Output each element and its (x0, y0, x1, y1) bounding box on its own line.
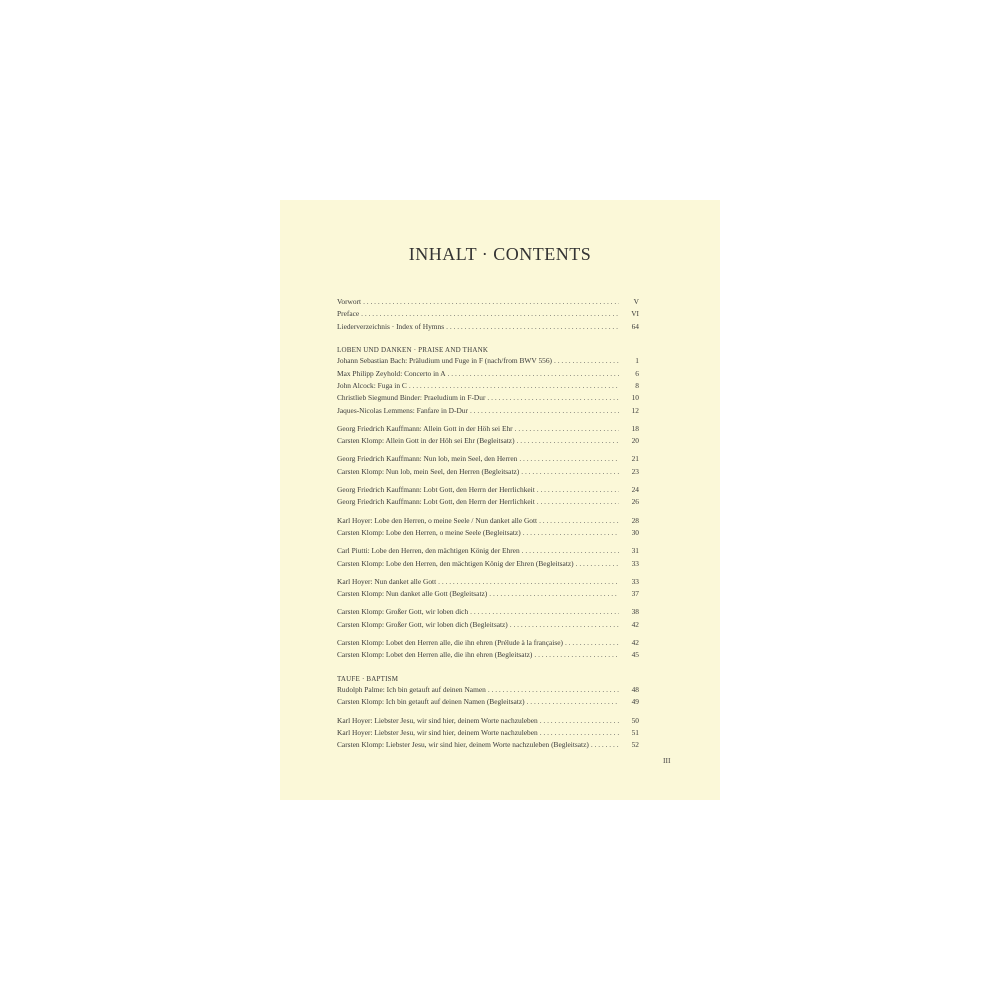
dot-leader (537, 484, 619, 496)
dot-leader (446, 321, 619, 333)
toc-entry-title: Karl Hoyer: Lobe den Herren, o meine Seele / Nun danket alle Gott (337, 515, 538, 525)
toc-entry (337, 637, 639, 649)
toc-entry (337, 355, 639, 367)
toc-entry-title: Georg Friedrich Kauffmann: Nun lob, mein Seel, den Herren (337, 454, 518, 464)
dot-leader (519, 453, 619, 465)
toc-entry-title: Karl Hoyer: Nun danket alle Gott (337, 576, 437, 586)
toc-entry-page: 49 (631, 697, 639, 707)
dot-leader (565, 637, 619, 649)
toc-entry (337, 515, 639, 527)
toc-entry-title: Georg Friedrich Kauffmann: Lobt Gott, den Herrn der Herrlichkeit (337, 497, 535, 507)
toc-entry (337, 739, 639, 751)
dot-leader (522, 545, 619, 557)
dot-leader (448, 368, 619, 380)
toc-entry (337, 380, 639, 392)
toc-entry-page: 6 (635, 368, 639, 378)
toc-entry-page: V (633, 297, 639, 306)
toc-entry-page: 10 (631, 393, 639, 403)
dot-leader (361, 308, 619, 320)
dot-leader (534, 649, 619, 661)
toc-entry-title: Carsten Klomp: Lobe den Herren, o meine Seele (Begleitsatz) (337, 527, 521, 537)
toc-entry-title: Georg Friedrich Kauffmann: Allein Gott in der Höh sei Ehr (337, 423, 513, 433)
toc-entry (337, 435, 639, 447)
toc-entry-page: 26 (631, 497, 639, 507)
dot-leader (409, 380, 619, 392)
toc-entry (337, 368, 639, 380)
dot-leader (539, 515, 619, 527)
toc-entry-page: 42 (631, 638, 639, 648)
toc-entry-title: Rudolph Palme: Ich bin getauft auf deinen Namen (337, 685, 486, 695)
toc-entry (337, 308, 639, 320)
toc-entry (337, 649, 639, 661)
toc-entry (337, 588, 639, 600)
toc-entry-title: Carsten Klomp: Liebster Jesu, wir sind hier, deinem Worte nachzuleben (Begleitsatz) (337, 740, 589, 750)
toc-entry-page: 31 (631, 546, 639, 556)
toc-entry-title: Preface (337, 309, 360, 319)
dot-leader (438, 576, 619, 588)
dot-leader (363, 296, 619, 308)
toc-entry-page: 50 (631, 715, 639, 725)
dot-leader (540, 715, 619, 727)
toc-entry (337, 558, 639, 570)
toc-entry-page: 30 (631, 527, 639, 537)
toc-entry (337, 392, 639, 404)
toc-entry-page: 48 (631, 685, 639, 695)
toc-entry-title: Carsten Klomp: Lobe den Herren, den mächtigen König der Ehren (Begleitsatz) (337, 558, 574, 568)
toc-entry-title: Carl Piutti: Lobe den Herren, den mächtigen König der Ehren (337, 546, 520, 556)
toc-entry-page: 28 (631, 515, 639, 525)
toc-entry-title: Johann Sebastian Bach: Präludium und Fuge in F (nach/from BWV 556) (337, 356, 552, 366)
toc-entry-page: 37 (631, 589, 639, 599)
dot-leader (521, 466, 619, 478)
dot-leader (488, 684, 619, 696)
toc-entry (337, 321, 639, 333)
dot-leader (540, 727, 619, 739)
toc-entry (337, 606, 639, 618)
toc-entry-page: 18 (631, 423, 639, 433)
dot-leader (554, 355, 619, 367)
page-number: III (663, 756, 671, 765)
dot-leader (515, 423, 619, 435)
toc-entry-page: VI (631, 309, 639, 319)
dot-leader (489, 588, 619, 600)
toc-entry (337, 545, 639, 557)
section-heading: LOBEN UND DANKEN · PRAISE AND THANK (337, 345, 489, 354)
dot-leader (510, 619, 619, 631)
toc-entry-page: 8 (635, 380, 639, 390)
toc-entry-title: Carsten Klomp: Lobet den Herren alle, die ihn ehren (Begleitsatz) (337, 650, 533, 660)
toc-entry-title: John Alcock: Fuga in C (337, 380, 407, 390)
dot-leader (470, 606, 619, 618)
dot-leader (517, 435, 619, 447)
page-title: INHALT · CONTENTS (408, 244, 592, 264)
toc-entry-title: Carsten Klomp: Großer Gott, wir loben dich (337, 607, 469, 617)
dot-leader (470, 405, 619, 417)
toc-entry (337, 727, 639, 739)
toc-entry-page: 23 (631, 466, 639, 476)
toc-entry (337, 496, 639, 508)
dot-leader (591, 739, 619, 751)
toc-entry-page: 38 (631, 607, 639, 617)
toc-entry (337, 684, 639, 696)
toc-entry-title: Carsten Klomp: Lobet den Herren alle, die ihn ehren (Prélude à la française) (337, 638, 563, 648)
toc-entry-title: Carsten Klomp: Allein Gott in der Höh sei Ehr (Begleitsatz) (337, 436, 515, 446)
toc-entry-page: 51 (631, 728, 639, 738)
toc-entry (337, 466, 639, 478)
toc-entry (337, 715, 639, 727)
toc-entry-page: 52 (631, 740, 639, 750)
toc-entry-title: Christlieb Siegmund Binder: Praeludium in F-Dur (337, 393, 486, 403)
toc-entry (337, 576, 639, 588)
toc-entry-page: 20 (631, 436, 639, 446)
toc-entry-title: Carsten Klomp: Ich bin getauft auf deinen Namen (Begleitsatz) (337, 697, 525, 707)
toc-entry-title: Georg Friedrich Kauffmann: Lobt Gott, den Herrn der Herrlichkeit (337, 485, 535, 495)
toc-entry (337, 423, 639, 435)
dot-leader (523, 527, 619, 539)
dot-leader (487, 392, 619, 404)
toc-entry (337, 527, 639, 539)
dot-leader (527, 696, 619, 708)
toc-entry-page: 42 (631, 619, 639, 629)
toc-entry-title: Karl Hoyer: Liebster Jesu, wir sind hier, deinem Worte nachzuleben (337, 715, 538, 725)
table-of-contents (337, 296, 639, 752)
toc-entry-page: 21 (631, 454, 639, 464)
dot-leader (537, 496, 619, 508)
toc-entry (337, 453, 639, 465)
toc-entry (337, 405, 639, 417)
toc-entry-title: Jaques-Nicolas Lemmens: Fanfare in D-Dur (337, 405, 468, 415)
toc-entry (337, 296, 639, 308)
toc-entry (337, 484, 639, 496)
toc-entry-title: Max Philipp Zeyhold: Concerto in A (337, 368, 446, 378)
toc-entry-page: 33 (631, 576, 639, 586)
toc-entry-page: 1 (635, 356, 639, 366)
toc-entry-page: 33 (631, 558, 639, 568)
toc-entry-title: Karl Hoyer: Liebster Jesu, wir sind hier, deinem Worte nachzuleben (337, 728, 538, 738)
section-heading: TAUFE · BAPTISM (337, 674, 399, 683)
toc-entry-title: Carsten Klomp: Nun danket alle Gott (Begleitsatz) (337, 589, 488, 599)
toc-entry-page: 12 (631, 405, 639, 415)
toc-entry (337, 696, 639, 708)
toc-entry-title: Vorwort (337, 297, 362, 306)
toc-entry (337, 619, 639, 631)
toc-entry-page: 64 (631, 321, 639, 331)
toc-entry-page: 24 (631, 485, 639, 495)
toc-entry-title: Carsten Klomp: Nun lob, mein Seel, den Herren (Begleitsatz) (337, 466, 520, 476)
toc-entry-title: Liederverzeichnis · Index of Hymns (337, 321, 445, 331)
dot-leader (576, 558, 619, 570)
toc-entry-title: Carsten Klomp: Großer Gott, wir loben dich (Begleitsatz) (337, 619, 508, 629)
toc-entry-page: 45 (631, 650, 639, 660)
